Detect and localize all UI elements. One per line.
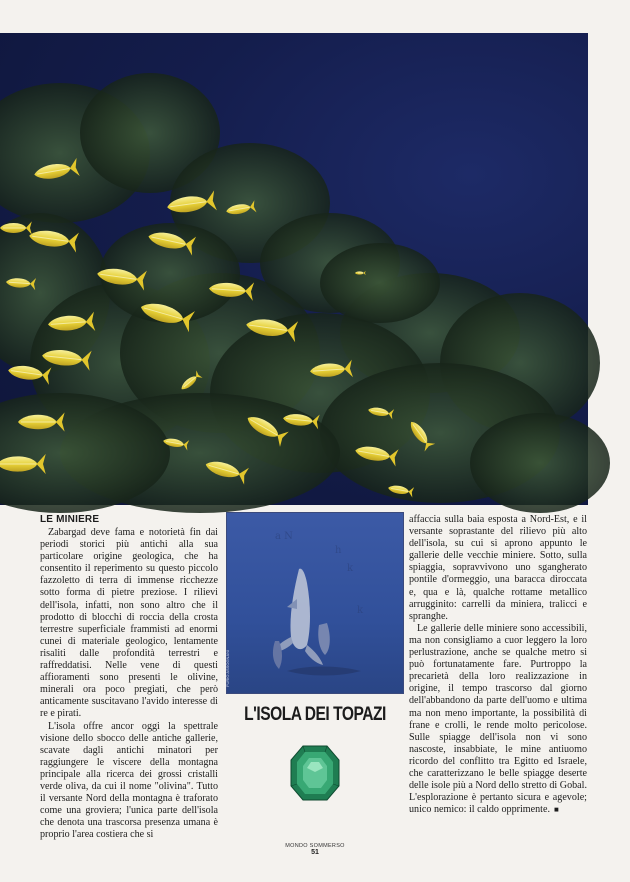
page-footer — [0, 843, 630, 856]
body-paragraph — [409, 623, 587, 817]
body-paragraph: L'isola offre ancor oggi la spettrale visione dello sbocco delle antiche gallerie, scavate dagli antichi minatori per raggiungere le viscere della montagna principale alla ricerca dei grossi cristalli verde oliva, da cui il nome "olivina". Tutto il versante Nord della montagna è traforato come una groviera; l'unica parte dell'isola che denota una trascorsa presenza umana è proprio l'area costiera che si — [40, 720, 218, 841]
svg-text:a N: a N — [275, 531, 293, 542]
end-of-article-mark: ■ — [554, 805, 559, 815]
photo-canvas — [0, 33, 588, 505]
right-text-column — [409, 514, 587, 816]
body-paragraph: Zabargad deve fama e notorietà fin dai periodi storici più antichi alla sua particolare origine geologica, che ha consentito il reperimento su questo piccolo fazzoletto di terra di immense ricchezze sotto forma di pietre preziose. I rilievi dell'isola, infatti, non sono altro che il prodotto di blocchi di roccia della crosta terrestre superficiale frammisti ad enormi cunei di materiale geologico, lentamente risaliti dalle profondità terrestri e raffreddatisi. Nelle vene di questi affioramenti sono presenti le olivine, minerali ora poco pregiati, che però anticamente suscitavano l'avido interesse di re e pirati. — [40, 527, 218, 720]
section-heading: LE MINIERE — [40, 514, 100, 525]
svg-text:k: k — [347, 563, 354, 574]
underwater-photo-goatfish-school — [0, 33, 588, 505]
body-paragraph-text: Le gallerie delle miniere sono accessibili, ma non consigliamo a cuor leggero la loro perlustrazione, anche se qualche metro si può fortunatamente fare. Purtroppo la precarietà della loro realizzazione in origine, il tempo trascorso dal giorno dell'abbandono da parte dell'uomo e ultima ma non meno importante, la possibilità di frane e crolli, le rende molto pericolose. Sulle spiagge dell'isola non vi sono nascoste, insabbiate, le mine antiuomo ricordo del conflitto tra Egitto ed Israele, che caratterizzano le belle spiagge deserte delle isole più a Nord dello stretto di Gobal. L'esplorazione è pertanto sicura e agevole; unico nemico: il caldo opprimente. — [409, 622, 587, 816]
coral-reef — [0, 73, 610, 513]
svg-text:h: h — [335, 545, 342, 556]
page-number: 51 — [311, 849, 319, 856]
article-title: L'ISOLA DEI TOPAZI — [244, 704, 386, 725]
emerald-gem-icon — [289, 744, 341, 802]
center-column — [226, 512, 404, 802]
inset-photo-dolphin — [226, 512, 404, 694]
photo-credit: FURIO ASSOGNANI — [225, 649, 230, 687]
body-paragraph: affaccia sulla baia esposta a Nord-Est, e il versante soprastante del rilievo più alto dell'isola, su cui si aprono appunto le gallerie delle vecchie miniere. Sotto, sulla spiaggia, sopravvivono uno sgangherato pontile d'ormeggio, una baracca diroccata e, qua e là, qualche rottame metallico arrugginito: carrelli da miniera, tralicci e spranghe. — [409, 514, 587, 622]
left-text-column — [40, 514, 218, 841]
svg-text:k: k — [357, 605, 364, 616]
magazine-name: MONDO SOMMERSO — [285, 843, 345, 849]
dolphin-illustration — [227, 513, 403, 693]
